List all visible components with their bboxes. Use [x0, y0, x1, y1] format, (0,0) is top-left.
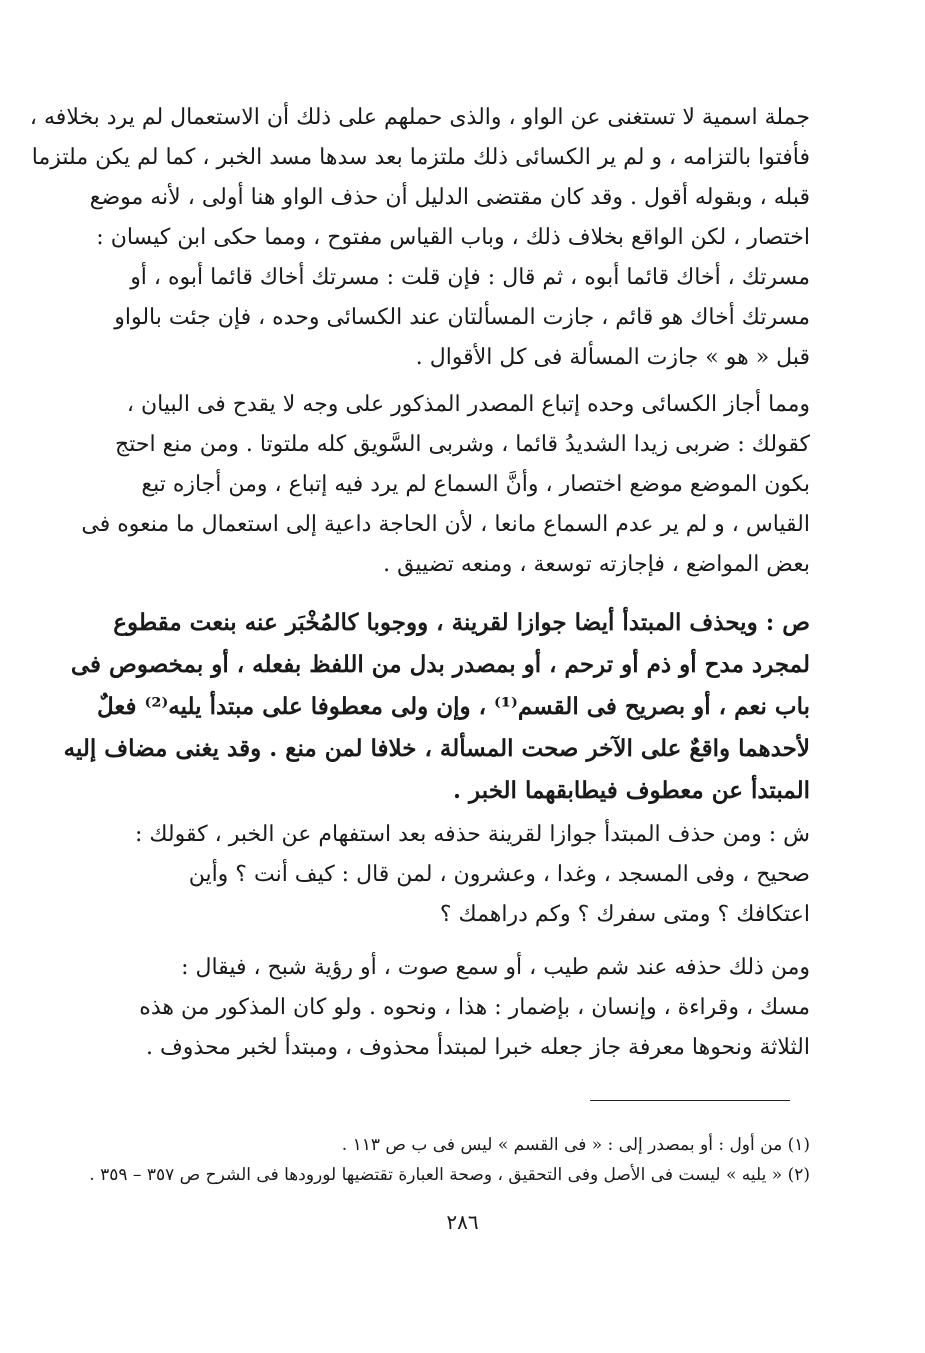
- page-number: ٢٨٦: [446, 1210, 479, 1234]
- matn-paragraph-bold: [63, 602, 810, 812]
- text-line: كقولك : ضربى زيدا الشديدُ قائما ، وشربى السَّويق كله ملتوتا . ومن منع احتج: [115, 432, 810, 457]
- text-line: ش : ومن حذف المبتدأ جوازا لقرينة حذفه بعد استفهام عن الخبر ، كقولك :: [134, 822, 810, 847]
- text-line: مسك ، وقراءة ، وإنسان ، بإضمار : هذا ، ونحوه . ولو كان المذكور من هذه: [139, 995, 810, 1020]
- text-line: المبتدأ عن معطوف فيطابقهما الخبر .: [453, 777, 810, 804]
- text-line: ومما أجاز الكسائى وحده إتباع المصدر المذكور على وجه لا يقدح فى البيان ،: [126, 392, 810, 417]
- text-line: بكون الموضع موضع اختصار ، وأنَّ السماع لم يرد فيه إتباع ، ومن أجازه تبع: [141, 472, 810, 497]
- paragraph-5: [110, 948, 810, 1068]
- text-line: فأفتوا بالتزامه ، و لم ير الكسائى ذلك ملتزما بعد سدها مسد الخبر ، كما لم يكن ملتزما: [31, 145, 810, 170]
- sharh-paragraph: [110, 815, 810, 935]
- text-line: اعتكافك ؟ ومتى سفرك ؟ وكم دراهمك ؟: [439, 902, 810, 927]
- footnote-1: (١) من أول : أو بمصدر إلى : « فى القسم » ليس فى ب ص ١١٣ .: [341, 1135, 810, 1155]
- text-line: ص : ويحذف المبتدأ أيضا جوازا لقرينة ، ووجوبا كالمُخْبَر عنه بنعت مقطوع: [113, 609, 810, 636]
- text-line: الثلاثة ونحوها معرفة جاز جعله خبرا لمبتدأ محذوف ، ومبتدأ لخبر محذوف .: [146, 1035, 810, 1060]
- footnote-2: (٢) « يليه » ليست فى الأصل وفى التحقيق ، وصحة العبارة تقتضيها لورودها فى الشرح ص ٣٥٧ – ٣٥٩ .: [89, 1165, 810, 1185]
- paragraph-2: [81, 385, 810, 585]
- text-line: قبله ، وبقوله أقول . وقد كان مقتضى الدليل أن حذف الواو هنا أولى ، لأنه موضع: [89, 185, 810, 210]
- text-line: لمجرد مدح أو ذم أو ترحم ، أو بمصدر بدل من اللفظ بفعله ، أو بمخصوص فى: [70, 651, 810, 678]
- text-line: باب نعم ، أو بصريح فى القسم⁽¹⁾ ، وإن ولى معطوفا على مبتدأ يليه⁽²⁾ فعلٌ: [96, 693, 810, 720]
- text-line: ومن ذلك حذفه عند شم طيب ، أو سمع صوت ، أو رؤية شبح ، فيقال :: [181, 955, 810, 980]
- text-line: القياس ، و لم ير عدم السماع مانعا ، لأن الحاجة داعية إلى استعمال ما منعوه فى: [81, 512, 810, 537]
- text-line: بعض المواضع ، فإجازته توسعة ، ومنعه تضييق .: [383, 552, 810, 577]
- paragraph-1: [29, 98, 810, 378]
- footnotes: [89, 1130, 810, 1190]
- text-line: صحيح ، وفى المسجد ، وغدا ، وعشرون ، لمن قال : كيف أنت ؟ وأين: [188, 862, 810, 887]
- text-line: اختصار ، لكن الواقع بخلاف ذلك ، وباب القياس مفتوح ، ومما حكى ابن كيسان :: [96, 225, 810, 250]
- text-line: جملة اسمية لا تستغنى عن الواو ، والذى حملهم على ذلك أن الاستعمال لم يرد بخلافه ،: [29, 105, 810, 130]
- text-line: مسرتك أخاك هو قائم ، جازت المسألتان عند الكسائى وحده ، فإن جئت بالواو: [114, 305, 810, 330]
- footnote-separator: [590, 1100, 790, 1101]
- text-line: مسرتك ، أخاك قائما أبوه ، ثم قال : فإن قلت : مسرتك أخاك قائما أبوه ، أو: [130, 265, 810, 290]
- text-line: قبل « هو » جازت المسألة فى كل الأقوال .: [415, 345, 810, 370]
- text-line: لأحدهما واقعٌ على الآخر صحت المسألة ، خلافا لمن منع . وقد يغنى مضاف إليه: [63, 735, 810, 762]
